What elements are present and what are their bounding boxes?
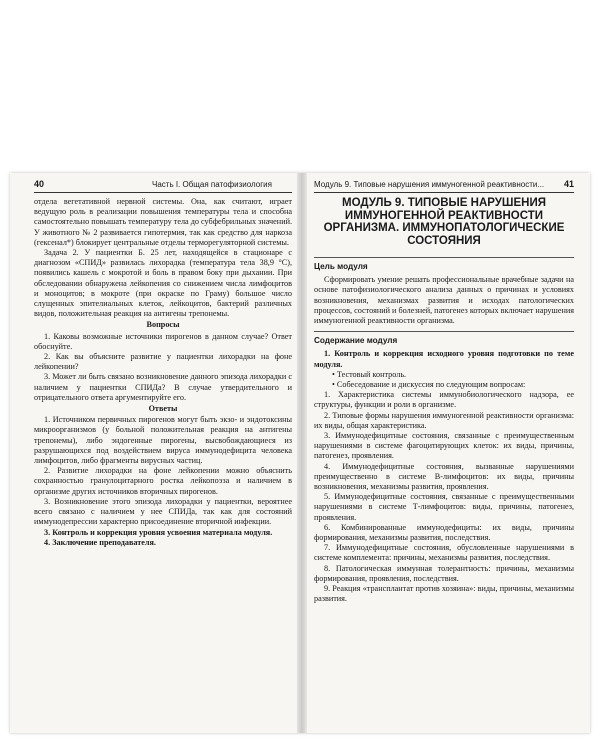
answer-item: 3. Возникновение этого эпизода лихорадки у пациентки, вероятнее всего связано с наличием у нее СПИДа, так как для состояний иммунодепрессии характерно присоединение вторичной инфекции. <box>34 496 292 527</box>
content-heading: Содержание модуля <box>314 336 398 346</box>
left-running-title: Часть I. Общая патофизиология <box>152 180 272 189</box>
right-running-head <box>314 178 574 193</box>
answer-item: 1. Источником первичных пирогенов могут быть экзо- и эндотоксины микроорганизмов (у больной положительная реакция на антигены трепонемы), либо эндогенные пирогены, высвобождающиеся из разрушающихся под воздействием вируса иммунодефицита человека лимфоцитов, либо фрагменты вирусных частиц. <box>34 415 292 466</box>
content-item: 8. Патологическая иммунная толерантность: причины, механизмы формирования, проявления, последствия. <box>314 563 574 583</box>
content-item: • Собеседование и дискуссия по следующим вопросам: <box>332 380 526 390</box>
content-item: 1. Характеристика системы иммунобиологического надзора, ее структуры, функции и роли в организме. <box>314 390 574 410</box>
content-item: 7. Иммунодефицитные состояния, обусловленные нарушениями в системе комплемента: причины, механизмы развития, последствия. <box>314 543 574 563</box>
left-page-number: 40 <box>34 179 45 189</box>
book-spread <box>10 173 590 733</box>
section-divider <box>314 257 574 258</box>
question-item: 1. Каковы возможные источники пирогенов в данном случае? Ответ обоснуйте. <box>34 331 292 351</box>
content-item: 4. Иммунодефицитные состояния, вызванные нарушениями преимущественно в системе В-лимфоцитов: их виды, причины возникновения, механизмы развития, проявления. <box>314 461 574 492</box>
step-item: 4. Заключение преподавателя. <box>44 537 156 547</box>
left-page-body <box>34 197 292 733</box>
content-item: 5. Иммунодефицитные состояния, связанные с преимущественными нарушениями в системе Т-лимфоцитов: виды, причины, патогенез, проявления. <box>314 492 574 522</box>
content-item: • Тестовый контроль. <box>332 369 407 379</box>
book-gutter <box>297 173 307 733</box>
goal-heading: Цель модуля <box>314 262 368 271</box>
content-item: 2. Типовые формы нарушения иммуногенной реактивности организма: их виды, общая характеристика. <box>314 410 574 430</box>
left-running-head <box>34 178 292 193</box>
answers-heading: Ответы <box>148 404 178 414</box>
right-page-number: 41 <box>563 179 574 189</box>
content-item: 3. Иммунодефицитные состояния, связанные с преимущественным нарушениями в системе фагоцитирующих клеток: их виды, причины, патогенез, проявления. <box>314 431 574 461</box>
content-item: 1. Контроль и коррекция исходного уровня подготовки по теме модуля. <box>314 349 574 369</box>
module-title: МОДУЛЬ 9. ТИПОВЫЕ НАРУШЕНИЯ ИММУНОГЕННОЙ РЕАКТИВНОСТИ ОРГАНИЗМА. ИММУНОПАТОЛОГИЧЕСКИЕ СОСТОЯНИЯ <box>323 197 565 247</box>
right-page <box>314 173 574 733</box>
section-divider <box>314 331 574 332</box>
content-item: 6. Комбинированные иммунодефициты: их виды, причины формирования, механизмы развития, последствия. <box>314 522 574 543</box>
question-item: 2. Как вы объясните развитие у пациентки лихорадки на фоне лейкопении? <box>34 352 292 372</box>
left-page <box>34 173 292 733</box>
paragraph: отдела вегетативной нервной системы. Она, как считают, играет ведущую роль в реализации повышения температуры тела и способна самостоятельно повышать температуру тела до субфебрильных значений. У животного № 2 развивается гипотермия, так как средство для наркоза (гексенал*) блокирует центральные отделы терморегуляторной системы. <box>34 197 293 247</box>
right-page-body <box>314 197 574 733</box>
step-item: 3. Контроль и коррекция уровня усвоения материала модуля. <box>44 527 273 537</box>
goal-text: Сформировать умение решать профессиональные врачебные задачи на основе патофизиологического анализа данных о причинах и условиях возникновения, механизмах развития и исходах патологических процессов, состояний и болезней, патогенез которых включает нарушения иммуногенной реактивности организма. <box>314 275 574 326</box>
task-paragraph: Задача 2. У пациентки Б. 25 лет, находящейся в стационаре с диагнозом «СПИД» развилась лихорадка (температура тела 38,9 °С), появились кашель с мокротой и боль в правом боку при дыхании. При обследовании обнаружена лейкопения со снижением числа лимфоцитов и моноцитов; в мокроте (при окраске по Граму) большое число слущенных эпителиальных клеток, лейкоцитов, бактерий различных видов, положительная реакция на антигены трепонемы. <box>34 248 292 319</box>
question-item: 3. Может ли быть связано возникновение данного эпизода лихорадки с наличием у пациентки СПИДа? В случае утвердительного и отрицательного ответа аргументируйте его. <box>34 372 292 402</box>
content-item: 9. Реакция «трансплантат против хозяина»: виды, причины, механизмы развития. <box>314 584 574 604</box>
answer-item: 2. Развитие лихорадки на фоне лейкопении можно объяснить сохранностью гранулоцитарного ростка лейкопоэза и наличием в организме других источников вторичных пирогенов. <box>34 466 292 496</box>
questions-heading: Вопросы <box>146 320 180 330</box>
right-running-title: Модуль 9. Типовые нарушения иммуногенной реактивности... <box>314 180 545 189</box>
